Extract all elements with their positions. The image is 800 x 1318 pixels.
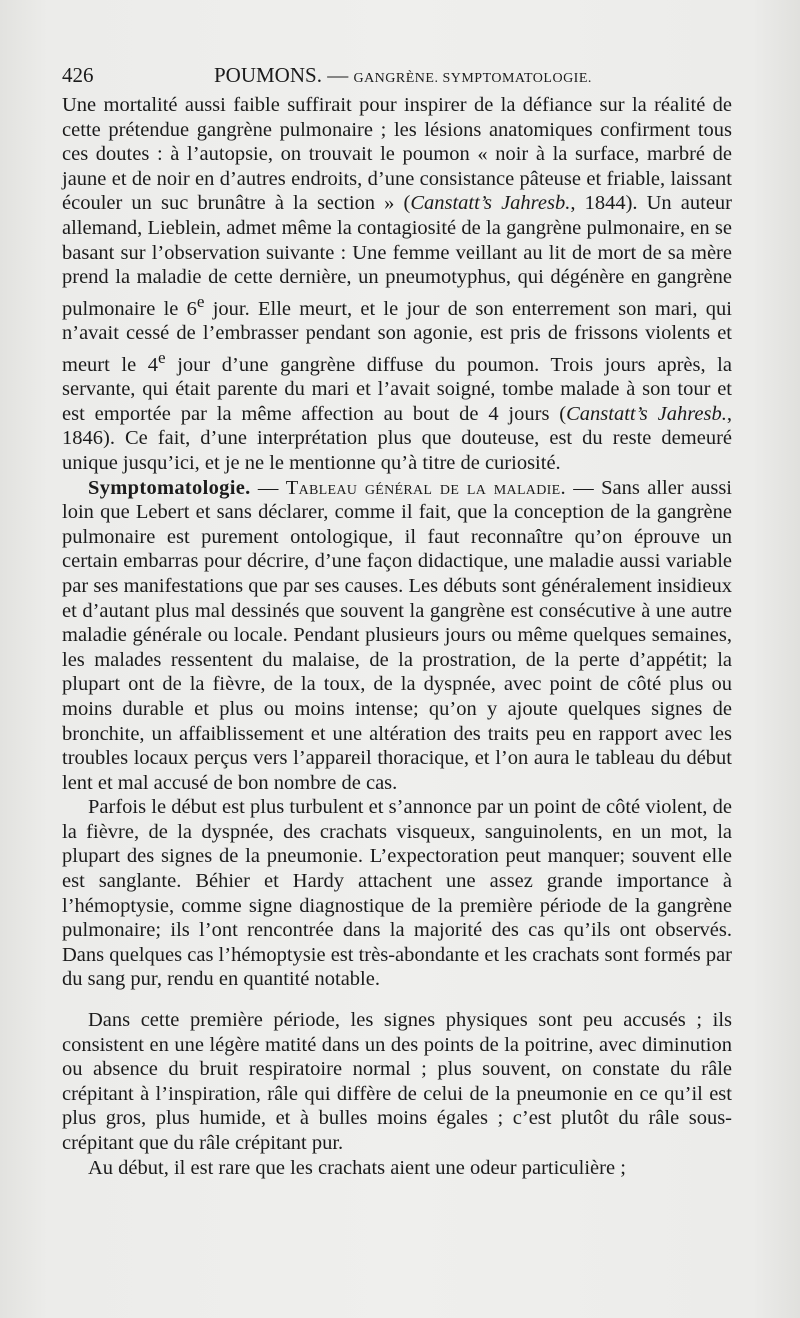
- paragraph-4: Dans cette première période, les signes physiques sont peu accusés ; ils consistent en une légère matité dans un des points de la poitrine, avec diminution ou absence du bruit respiratoire normal ; plus souvent, on constate du râle crépitant à l’inspiration, râle qui diffère de celui de la pneumonie en ce qu’il est plus gros, plus humide, et à bulles moins égales ; c’est plutôt du râle sous-crépitant que du râle crépitant pur.: [62, 1009, 732, 1154]
- paragraph-5: Au début, il est rare que les crachats aient une odeur particulière ;: [88, 1156, 626, 1179]
- p1-text-d: jour d’une gangrène diffuse du poumon. Trois jours après, la servante, qui était parente du mari et l’avait soigné, tombe malade à son tour et est emportée par la même affection au bout de 4 jours (: [62, 353, 732, 425]
- title-dash: —: [327, 63, 349, 87]
- superscript-1: e: [196, 291, 205, 311]
- section-heading: Symptomatologie.: [88, 476, 251, 499]
- paragraph-3: Parfois le début est plus turbulent et s’annonce par un point de côté violent, de la fièvre, de la dyspnée, des crachats visqueux, sanguinolents, en un mot, la plupart des signes de la pneumonie. L’expectoration peut manquer; souvent elle est sanglante. Béhier et Hardy attachent une assez grande importance à l’hémoptysie, comme signe diagnostique de la première période de la gangrène pulmonaire; ils l’ont rencontrée dans la majorité des cas qu’ils ont observés. Dans quelques cas l’hémoptysie est très-abondante et les crachats sont formés par du sang pur, rendu en quantité notable.: [62, 796, 733, 991]
- citation-2: Canstatt’s Jahresb.: [566, 402, 727, 425]
- p2-text: — Sans aller aussi loin que Lebert et sans déclarer, comme il fait, que la conception de la gangrène pulmonaire est purement ontologique, il faut reconnaître qu’on éprouve un certain embarras pour décrire, d’une façon didactique, une maladie aussi variable par ses manifestations que par ses causes. Les débuts sont généralement insidieux et d’autant plus mal dessinés que souvent la gangrène est consécutive à une autre maladie générale ou locale. Pendant plusieurs jours ou même quelques semaines, les malades ressentent du malaise, de la prostration, de la perte d’appétit; la plupart ont de la fièvre, de la toux, de la dyspnée, avec point de côté plus ou moins durable et plus ou moins intense; qu’on y ajoute quelques signes de bronchite, un affaiblissement et une altération des traits peu en rapport avec les troubles locaux perçus vers l’appareil thoracique, et l’on aura le tableau du début lent et mal accusé de bon nombre de cas.: [62, 476, 732, 794]
- title-sub: GANGRÈNE. SYMPTOMATOLOGIE.: [353, 71, 592, 86]
- p1-text-e: , 1846). Ce fait, d’une interprétation plus que douteuse, est du reste demeuré unique jusqu’ici, et je ne le mentionne qu’à titre de curiosité.: [62, 402, 732, 474]
- title-main: POUMONS.: [214, 63, 322, 87]
- p1-text-c: jour. Elle meurt, et le jour de son enterrement son mari, qui n’avait cessé de l’embrasser pendant son agonie, est pris de frissons violents et meurt le 4: [62, 297, 732, 376]
- paragraph-1: [62, 93, 732, 476]
- running-title: [214, 60, 592, 94]
- heading-dash: —: [250, 476, 286, 499]
- page-body: [62, 93, 732, 1180]
- paragraph-2: [62, 476, 732, 796]
- section-subheading: Tableau général de la maladie.: [285, 476, 566, 499]
- running-header: [62, 60, 730, 90]
- superscript-2: e: [158, 347, 166, 367]
- citation-1: Canstatt’s Jahresb.: [410, 192, 571, 215]
- page-number: 426: [62, 63, 94, 87]
- p1-text-b: , 1844). Un auteur allemand, Lieblein, admet même la contagiosité de la gangrène pulmonaire, en se basant sur l’observation suivante : Une femme veillant au lit de mort de sa mère prend la maladie de cette dernière, un pneumotyphus, qui dégénère en gangrène pulmonaire le 6: [62, 192, 733, 320]
- p1-text-a: Une mortalité aussi faible suffirait pour inspirer de la défiance sur la réalité de cette prétendue gangrène pulmonaire ; les lésions anatomiques confirment tous ces doutes : à l’autopsie, on trouvait le poumon « noir à la surface, marbré de jaune et de noir en d’autres endroits, d’une consistance pâteuse et friable, laissant écouler un suc brunâtre à la section » (: [62, 94, 732, 215]
